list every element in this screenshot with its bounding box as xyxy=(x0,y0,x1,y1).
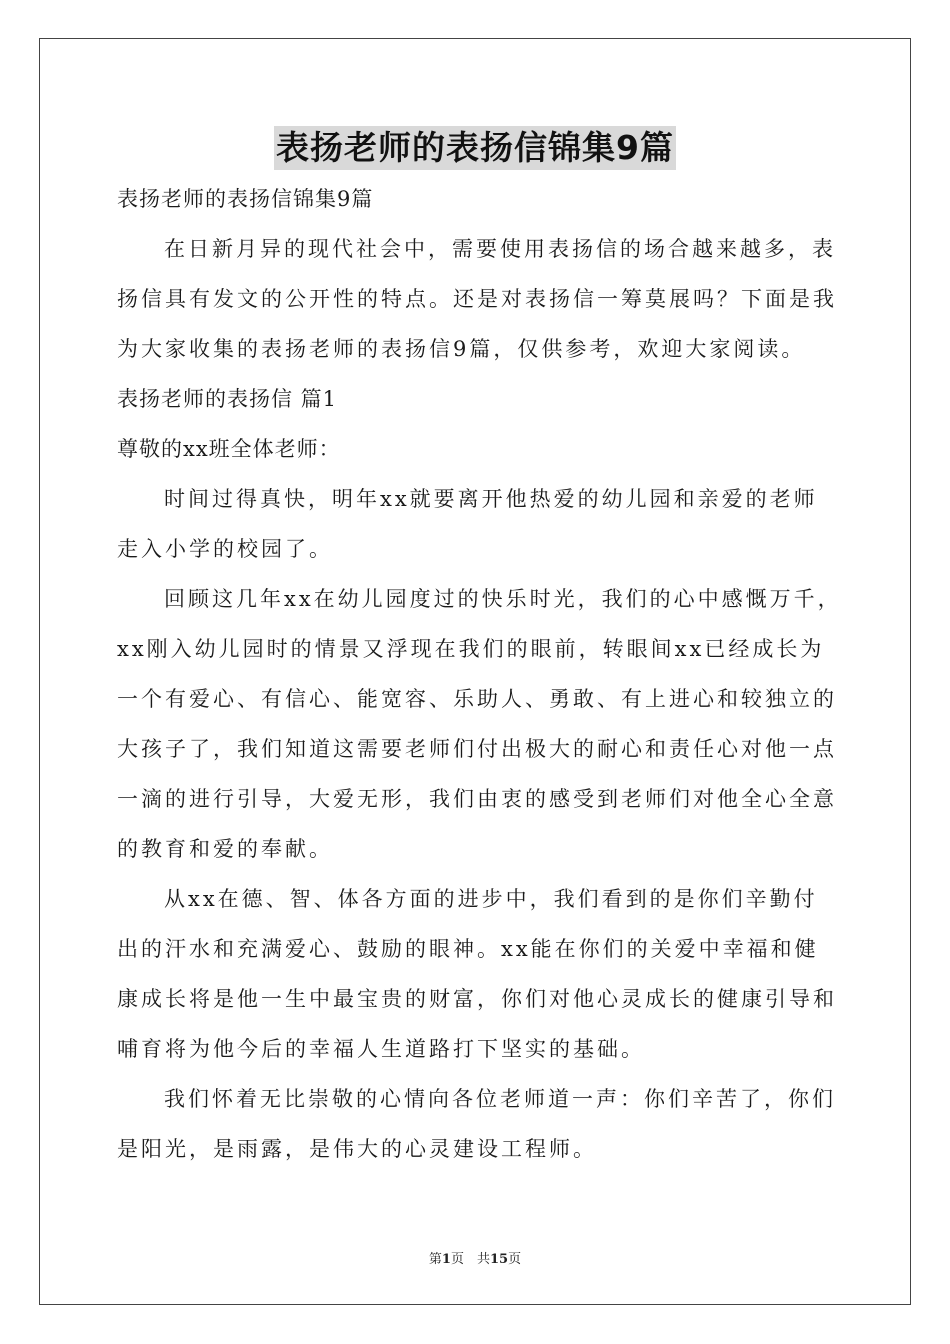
paragraph-line: 康成长将是他一生中最宝贵的财富，你们对他心灵成长的健康引导和 xyxy=(117,987,837,1011)
paragraph-line: 从xx在德、智、体各方面的进步中，我们看到的是你们辛勤付 xyxy=(164,887,818,911)
paragraph-line: 为大家收集的表扬老师的表扬信9篇，仅供参考，欢迎大家阅读。 xyxy=(117,337,806,361)
page-number-mid: 页 共 xyxy=(450,1252,490,1267)
page-footer xyxy=(0,1248,950,1267)
paragraph-line: 出的汗水和充满爱心、鼓励的眼神。xx能在你们的关爱中幸福和健 xyxy=(117,937,819,961)
paragraph-line: 我们怀着无比崇敬的心情向各位老师道一声：你们辛苦了，你们 xyxy=(164,1087,836,1111)
page-number-suffix: 页 xyxy=(508,1252,522,1267)
paragraph-line: 走入小学的校园了。 xyxy=(117,537,333,561)
page-number-current: 1 xyxy=(441,1252,451,1267)
page-number-prefix: 第 xyxy=(428,1252,442,1267)
paragraph-line: 大孩子了，我们知道这需要老师们付出极大的耐心和责任心对他一点 xyxy=(117,737,837,761)
document-title: 表扬老师的表扬信锦集9篇 xyxy=(274,126,676,170)
title-container xyxy=(0,126,950,170)
page-number-total: 15 xyxy=(489,1252,509,1267)
subtitle-line: 表扬老师的表扬信锦集9篇 xyxy=(117,187,374,211)
paragraph-line: 一滴的进行引导，大爱无形，我们由衷的感受到老师们对他全心全意 xyxy=(117,787,837,811)
paragraph-line: 在日新月异的现代社会中，需要使用表扬信的场合越来越多，表 xyxy=(164,237,836,261)
salutation-line: 尊敬的xx班全体老师： xyxy=(117,437,341,461)
paragraph-line: 的教育和爱的奉献。 xyxy=(117,837,333,861)
paragraph-line: 是阳光，是雨露，是伟大的心灵建设工程师。 xyxy=(117,1137,597,1161)
paragraph-line: xx刚入幼儿园时的情景又浮现在我们的眼前，转眼间xx已经成长为 xyxy=(117,637,825,661)
paragraph-line: 扬信具有发文的公开性的特点。还是对表扬信一筹莫展吗？下面是我 xyxy=(117,287,837,311)
section-heading: 表扬老师的表扬信 篇1 xyxy=(117,387,338,411)
paragraph-line: 哺育将为他今后的幸福人生道路打下坚实的基础。 xyxy=(117,1037,645,1061)
document-body xyxy=(117,174,842,1174)
paragraph-line: 时间过得真快，明年xx就要离开他热爱的幼儿园和亲爱的老师 xyxy=(164,487,818,511)
paragraph-line: 回顾这几年xx在幼儿园度过的快乐时光，我们的心中感慨万千， xyxy=(164,587,842,611)
paragraph-line: 一个有爱心、有信心、能宽容、乐助人、勇敢、有上进心和较独立的 xyxy=(117,687,837,711)
